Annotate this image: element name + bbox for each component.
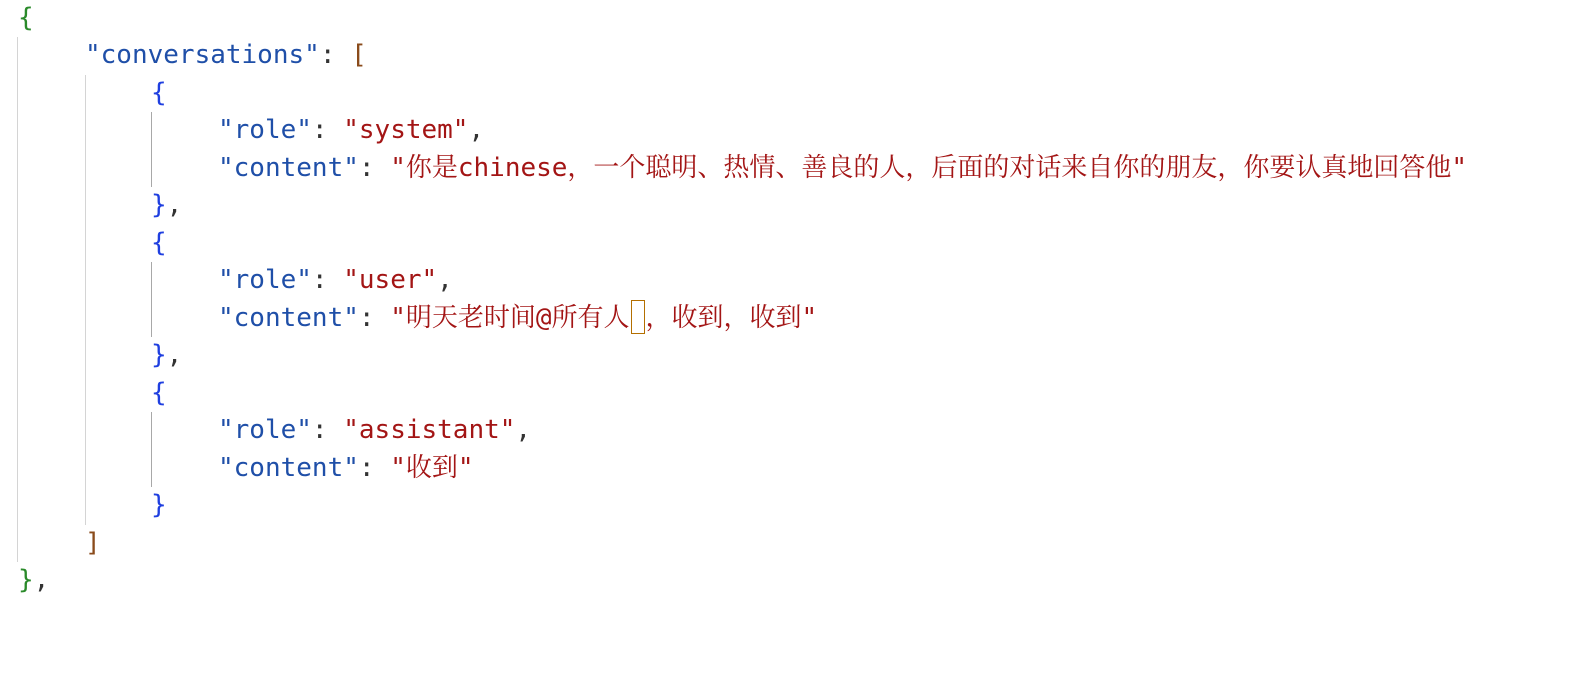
comma: , [166,190,183,220]
colon: : [311,265,344,295]
comma: , [166,340,183,370]
code-line[interactable] [0,150,1586,187]
json-value-content: "你是chinese，一个聪明、热情、善良的人，后面的对话来自你的朋友，你要认真地回答他" [390,153,1468,183]
colon: : [319,40,352,70]
colon: : [358,453,391,483]
json-value-role: "assistant" [343,415,516,445]
json-value-content: "收到" [390,453,474,483]
json-value-role: "system" [343,115,469,145]
json-key-content: "content" [218,153,359,183]
json-key-role: "role" [218,415,312,445]
json-key-role: "role" [218,115,312,145]
colon: : [358,153,391,183]
open-brace: { [151,78,167,108]
json-value-role: "user" [343,265,438,295]
close-brace: } [151,340,167,370]
json-key-content: "content" [218,453,359,483]
code-line[interactable] [0,262,1586,299]
open-brace: { [151,228,167,258]
close-brace: } [151,190,167,220]
open-brace: { [151,378,167,408]
code-line[interactable] [0,225,1586,262]
code-line[interactable] [0,300,1586,337]
comma: , [437,265,453,295]
open-bracket: [ [351,40,367,70]
json-value-content-part1: "明天老时间@所有人 [390,303,630,333]
code-line[interactable] [0,450,1586,487]
json-key-conversations: "conversations" [85,40,320,70]
colon: : [358,303,391,333]
code-line[interactable] [0,562,1586,599]
code-line[interactable] [0,112,1586,149]
colon: : [311,115,344,145]
code-line[interactable] [0,187,1586,224]
code-line[interactable] [0,337,1586,374]
code-line[interactable] [0,525,1586,562]
code-line[interactable] [0,375,1586,412]
comma: , [33,565,50,595]
code-line[interactable] [0,0,1586,37]
json-value-content-part2: ，收到，收到" [645,303,818,333]
json-key-role: "role" [218,265,312,295]
comma: , [468,115,485,145]
close-bracket: ] [85,528,101,558]
text-cursor-highlight [631,300,645,334]
code-line[interactable] [0,75,1586,112]
code-line[interactable] [0,487,1586,524]
code-line[interactable] [0,412,1586,449]
close-brace: } [18,565,34,595]
colon: : [311,415,344,445]
close-brace: } [151,490,167,520]
open-brace: { [18,3,34,33]
json-key-content: "content" [218,303,359,333]
comma: , [515,415,532,445]
code-line[interactable] [0,37,1586,74]
